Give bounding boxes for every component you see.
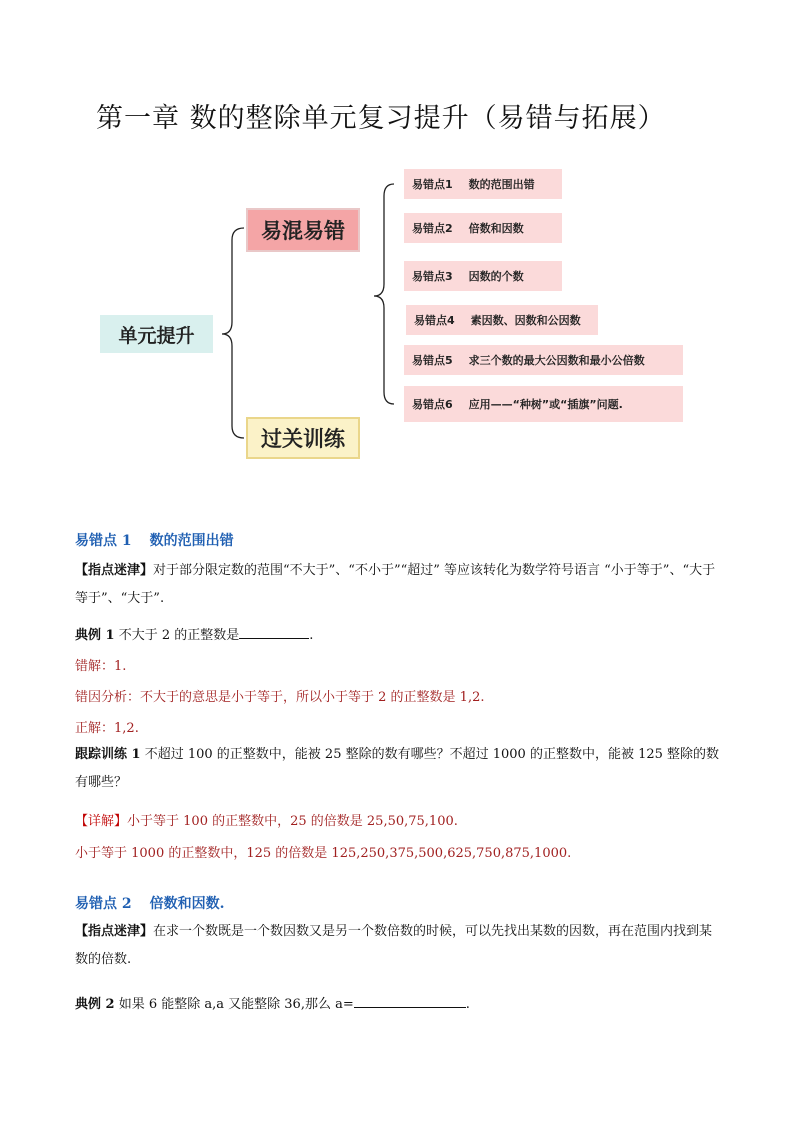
section1-example [75, 624, 313, 643]
correct-value: 1,2. [114, 721, 139, 736]
section2-hint [75, 918, 725, 974]
point-tag: 易错点3 [412, 270, 453, 283]
hint-text: 在求一个数既是一个数因数又是另一个数倍数的时候，可以先找出某数的因数，再在范围内找到某数的倍数. [75, 924, 713, 967]
mindmap-point-6 [404, 386, 683, 422]
section2-heading [75, 893, 225, 913]
example-label: 典例 1 [75, 628, 115, 643]
mindmap-point-4 [406, 305, 598, 335]
section2-title: 倍数和因数. [149, 896, 225, 912]
detail-text: 小于等于 100 的正整数中，25 的倍数是 25,50,75,100. [127, 814, 458, 829]
wrong-value: 1. [114, 659, 127, 674]
mindmap-branch-errors: 易混易错 [246, 208, 360, 252]
mindmap-point-1 [404, 169, 562, 199]
section1-title: 数的范围出错 [149, 533, 234, 549]
section1-detail-line1 [75, 810, 458, 829]
point-text: 应用——“种树”或“插旗”问题. [468, 398, 623, 411]
correct-label: 正解： [75, 721, 115, 736]
mindmap-point-3 [404, 261, 562, 291]
section2-example [75, 993, 470, 1012]
example-end: . [465, 997, 470, 1012]
point-text: 求三个数的最大公因数和最小公倍数 [468, 354, 645, 367]
point-tag: 易错点4 [414, 314, 455, 327]
page-title: 第一章 数的整除单元复习提升（易错与拓展） [96, 103, 666, 134]
mindmap-root: 单元提升 [100, 315, 213, 353]
hint-label: 【指点迷津】 [75, 924, 154, 939]
training-label: 跟踪训练 1 [75, 747, 141, 762]
training-text: 不超过 100 的正整数中，能被 25 整除的数有哪些？不超过 1000 的正整数中，能被 125 整除的数有哪些？ [75, 747, 720, 790]
hint-label: 【指点迷津】 [75, 563, 154, 578]
mindmap-point-2 [404, 213, 562, 243]
hint-text: 对于部分限定数的范围“不大于”、“不小于”“超过” 等应该转化为数学符号语言 “小于等于”、“大于等于”、“大于”. [75, 563, 716, 606]
example-text: 如果 6 能整除 a,a 又能整除 36,那么 a= [118, 997, 354, 1012]
section1-heading [75, 530, 234, 550]
answer-blank [354, 996, 466, 1008]
section1-hint [75, 557, 725, 613]
point-tag: 易错点1 [412, 178, 453, 191]
section1-detail-line2 [75, 842, 571, 861]
section1-training [75, 741, 725, 797]
point-text: 倍数和因数 [468, 222, 524, 235]
example-text: 不大于 2 的正整数是 [118, 628, 240, 643]
example-end: . [309, 628, 314, 643]
section1-tag: 易错点 1 [75, 533, 132, 549]
mindmap-branch-training: 过关训练 [246, 417, 360, 459]
detail-label: 【详解】 [75, 814, 128, 829]
point-text: 因数的个数 [468, 270, 524, 283]
point-text: 素因数、因数和公因数 [470, 314, 581, 327]
mindmap-point-5 [404, 345, 683, 375]
point-tag: 易错点5 [412, 354, 453, 367]
section1-cause [75, 686, 485, 705]
point-tag: 易错点2 [412, 222, 453, 235]
wrong-label: 错解： [75, 659, 115, 674]
point-text: 数的范围出错 [468, 178, 535, 191]
section1-wrong [75, 655, 126, 674]
answer-blank [239, 627, 309, 639]
section2-tag: 易错点 2 [75, 896, 132, 912]
cause-text: 不大于的意思是小于等于，所以小于等于 2 的正整数是 1,2. [140, 690, 485, 705]
example-label: 典例 2 [75, 997, 115, 1012]
section1-correct [75, 717, 139, 736]
point-tag: 易错点6 [412, 398, 453, 411]
detail-text: 小于等于 1000 的正整数中，125 的倍数是 125,250,375,500,625,750,875,1000. [75, 846, 572, 861]
cause-label: 错因分析： [75, 690, 141, 705]
